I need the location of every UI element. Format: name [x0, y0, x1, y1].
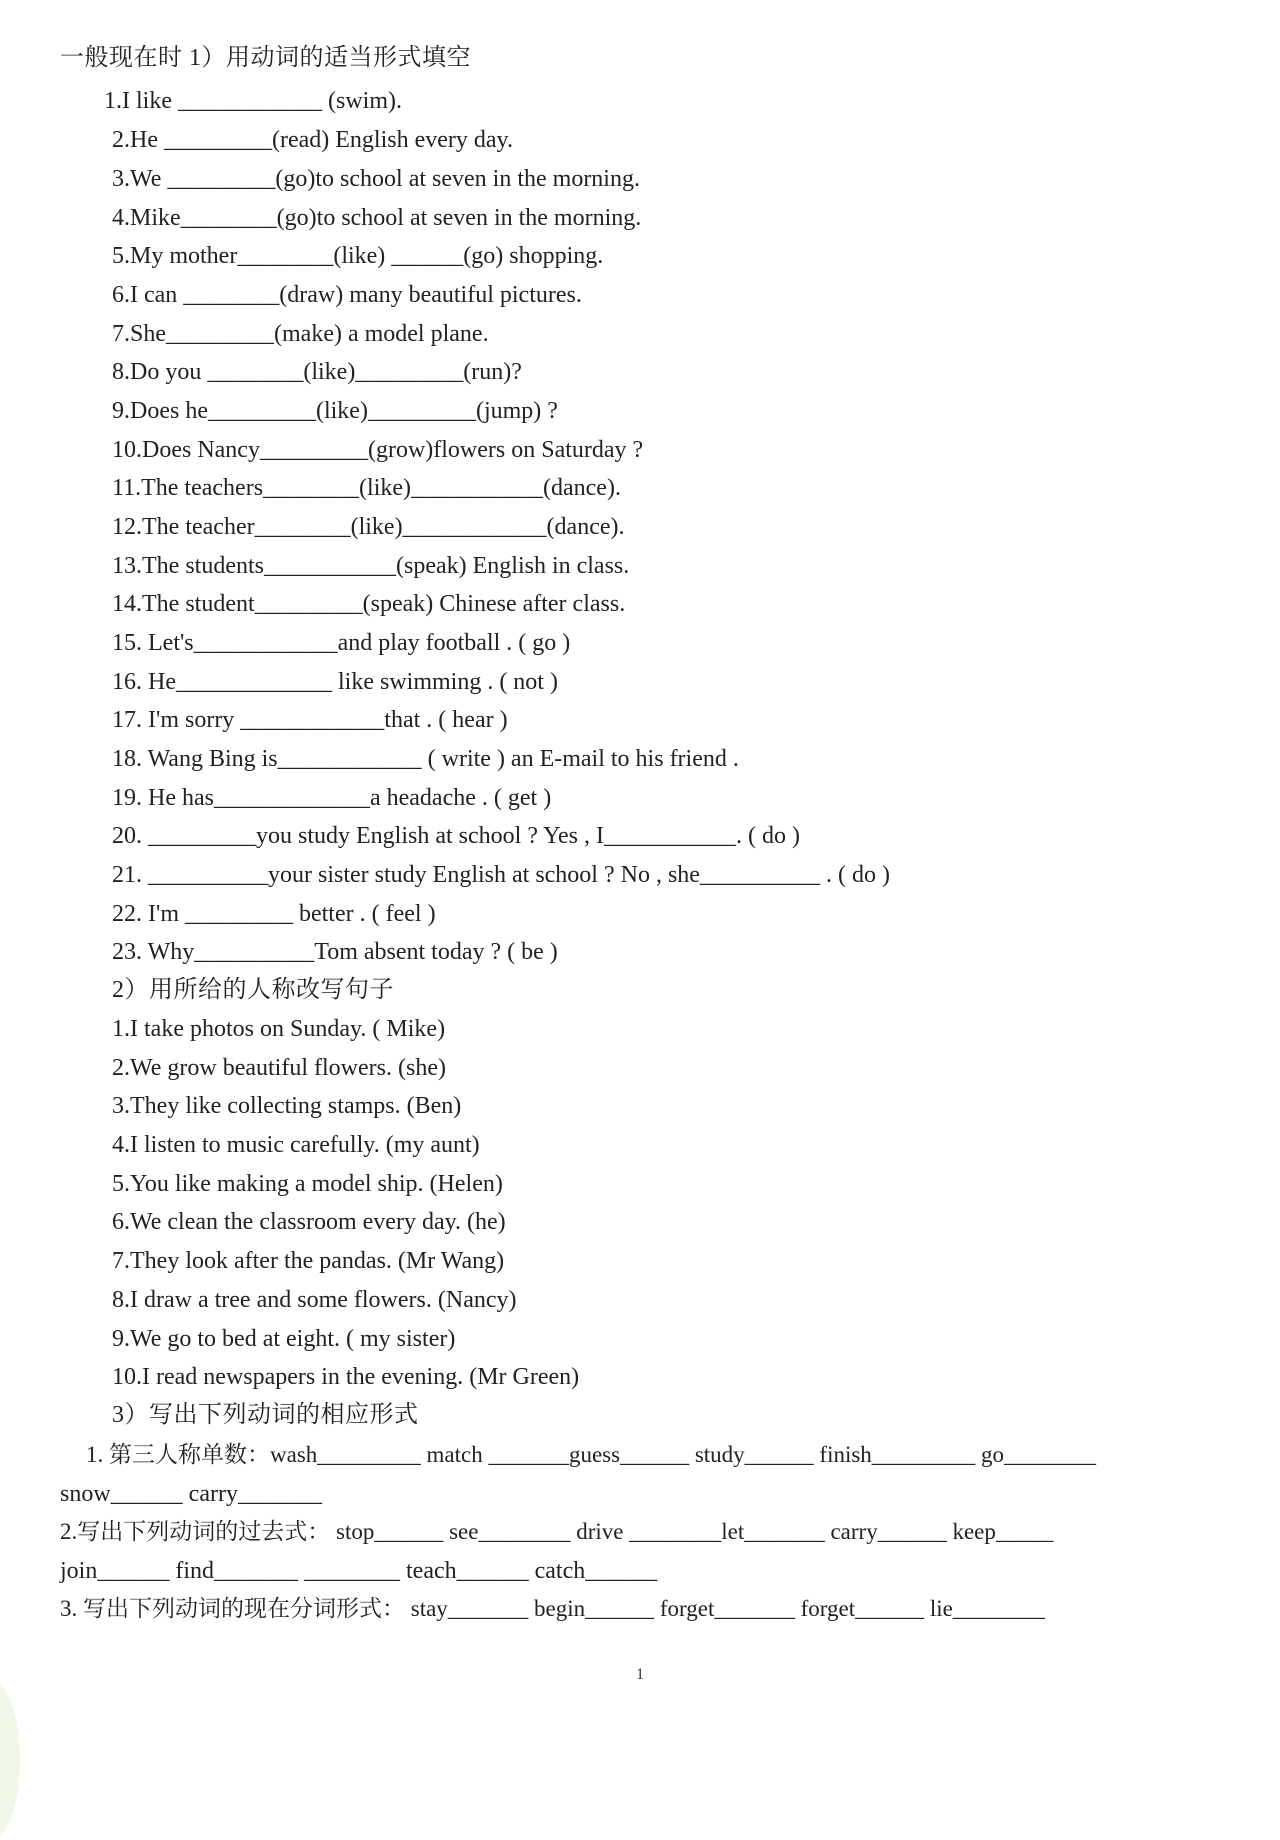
exercise-2-item: 10.I read newspapers in the evening. (Mr Green)	[112, 1364, 580, 1390]
exercise-1-item: 22. I'm _________ better . ( feel )	[112, 901, 436, 927]
exercise-1-item: 3.We _________(go)to school at seven in the morning.	[112, 166, 640, 192]
exercise-1-item: 16. He_____________ like swimming . ( not )	[112, 669, 558, 695]
exercise-1-item: 6.I can ________(draw) many beautiful pictures.	[112, 282, 582, 308]
section-1-title: 一般现在时 1）用动词的适当形式填空	[60, 45, 471, 71]
exercise-1-item: 17. I'm sorry ____________that . ( hear )	[112, 707, 508, 733]
exercise-1-item: 5.My mother________(like) ______(go) shopping.	[112, 243, 604, 269]
exercise-1-item: 20. _________you study English at school ? Yes , I___________. ( do )	[112, 823, 800, 849]
section-3-title: 3）写出下列动词的相应形式	[112, 1402, 419, 1428]
exercise-1-item: 11.The teachers________(like)___________(dance).	[112, 475, 621, 501]
exercise-3-line: 3. 写出下列动词的现在分词形式： stay_______ begin______ forget_______ forget______ lie________	[60, 1596, 1045, 1621]
exercise-1-item: 13.The students___________(speak) English in class.	[112, 553, 630, 579]
exercise-1-item: 12.The teacher________(like)____________(dance).	[112, 514, 625, 540]
exercise-2-item: 4.I listen to music carefully. (my aunt)	[112, 1132, 480, 1158]
exercise-1-item: 21. __________your sister study English at school ? No , she__________ . ( do )	[112, 862, 890, 888]
section-2-title: 2）用所给的人称改写句子	[112, 977, 394, 1003]
exercise-2-item: 9.We go to bed at eight. ( my sister)	[112, 1326, 456, 1352]
exercise-2-item: 8.I draw a tree and some flowers. (Nancy)	[112, 1287, 517, 1313]
exercise-2-item: 6.We clean the classroom every day. (he)	[112, 1209, 506, 1235]
exercise-2-item: 2.We grow beautiful flowers. (she)	[112, 1055, 446, 1081]
exercise-3-line: snow______ carry_______	[60, 1481, 322, 1507]
exercise-3-line: 2.写出下列动词的过去式： stop______ see________ drive ________let_______ carry______ keep_____	[60, 1519, 1054, 1544]
exercise-1-item: 8.Do you ________(like)_________(run)?	[112, 359, 522, 385]
exercise-1-item: 7.She_________(make) a model plane.	[112, 321, 489, 347]
exercise-2-item: 3.They like collecting stamps. (Ben)	[112, 1093, 462, 1119]
exercise-1-item: 10.Does Nancy_________(grow)flowers on Saturday ?	[112, 437, 644, 463]
exercise-1-item: 1.I like ____________ (swim).	[104, 88, 402, 114]
exercise-2-item: 5.You like making a model ship. (Helen)	[112, 1171, 503, 1197]
exercise-3-line: 1. 第三人称单数：wash_________ match _______guess______ study______ finish_________ go________	[86, 1442, 1097, 1467]
page-corner-decoration	[0, 1680, 20, 1840]
exercise-2-item: 7.They look after the pandas. (Mr Wang)	[112, 1248, 505, 1274]
exercise-1-item: 14.The student_________(speak) Chinese after class.	[112, 591, 626, 617]
exercise-1-item: 9.Does he_________(like)_________(jump) ?	[112, 398, 558, 424]
exercise-3-line: join______ find_______ ________ teach______ catch______	[60, 1558, 658, 1584]
exercise-1-item: 4.Mike________(go)to school at seven in the morning.	[112, 205, 642, 231]
page-number: 1	[636, 1666, 644, 1683]
exercise-2-item: 1.I take photos on Sunday. ( Mike)	[112, 1016, 446, 1042]
exercise-1-item: 18. Wang Bing is____________ ( write ) an E-mail to his friend .	[112, 746, 739, 772]
exercise-1-item: 19. He has_____________a headache . ( get )	[112, 785, 552, 811]
exercise-1-item: 2.He _________(read) English every day.	[112, 127, 513, 153]
exercise-1-item: 15. Let's____________and play football . ( go )	[112, 630, 571, 656]
exercise-1-item: 23. Why__________Tom absent today ? ( be )	[112, 939, 558, 965]
